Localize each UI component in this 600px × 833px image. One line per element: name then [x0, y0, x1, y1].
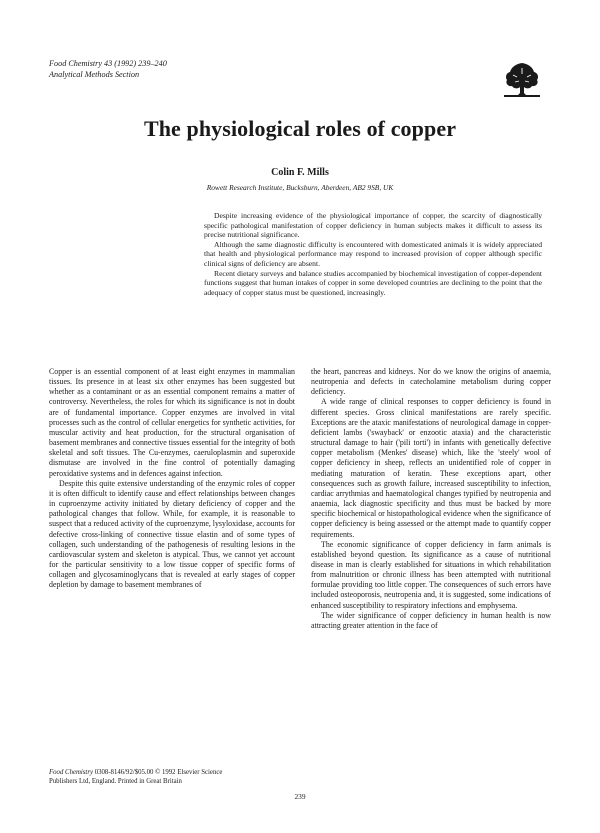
- body-paragraph: The wider significance of copper deficiency in human health is now attracting greater attention in the face of: [311, 610, 551, 630]
- footnote-journal: Food Chemistry: [49, 769, 93, 776]
- abstract-paragraph: Despite increasing evidence of the physiological importance of copper, the scarcity of diagnostically specific pathological manifestation of copper deficiency in human subjects makes it difficult to assess its precise nutritional significance.: [204, 211, 542, 240]
- body-column-right: [311, 367, 551, 631]
- footnote-issn: 0308-8146/92/$05.00 © 1992 Elsevier Science: [94, 769, 223, 776]
- body-paragraph: A wide range of clinical responses to copper deficiency is found in different species. Gross clinical manifestations are rarely specific. Exceptions are the ataxic manifestations of neurological damage in copper-deficient lambs ('swayback' or enzootic ataxia) and the characteristic structural damage to hair ('pili torti') in infants with genetically defective copper metabolism (Menkes' disease) which, like the 'steely' wool of copper deficiency in sheep, reflects an unidentified role of copper in mediating maturation of keratin. These exceptions apart, other consequences such as growth failure, increased susceptibility to infection, cardiac arrythmias and haematological changes typified by neutropenia and anaemia, lack diagnostic specificity and thus must be backed by more specific biochemical or histopathological evidence when the significance of copper deficiency is being assessed or the attempt made to quantify copper requirements.: [311, 397, 551, 539]
- paper-title: The physiological roles of copper: [143, 116, 457, 141]
- body-column-left: [49, 367, 295, 590]
- journal-section: Analytical Methods Section: [49, 69, 140, 79]
- author-name: Colin F. Mills: [271, 167, 329, 178]
- journal-reference: [49, 59, 167, 80]
- body-paragraph: The economic significance of copper deficiency in farm animals is established beyond question. Its significance as a cause of nutritional disease in man is clearly established for situations in which rehabilitation from malnutrition or chronic illness has been attempted with nutritional formulae providing too little copper. The consequences of such errors have included osteoporosis, neutropenia and, it is suggested, some indications of enhanced susceptibility to respiratory infections and emphysema.: [311, 539, 551, 610]
- body-paragraph: Copper is an essential component of at least eight enzymes in mammalian tissues. Its presence in at least six other enzymes has been suggested but whether as a contaminant or as an essential component remains a matter of controversy. Nevertheless, the roles for which its significance is not in doubt are of fundamental importance. Copper enzymes are involved in vital processes such as the control of cellular energetics for synthetic activities, for muscular activity and heat production, for the structural organisation of basement membranes and connective tissues essential for the integrity of both skeletal and soft tissues. The Cu-enzymes, caeruloplasmin and superoxide dismutase are involved in the fine control of potentially damaging peroxidative systems and in defences against infection.: [49, 367, 295, 478]
- publication-footnote: [49, 768, 295, 786]
- abstract-paragraph: Recent dietary surveys and balance studies accompanied by biochemical investigation of copper-dependent functions suggest that human intakes of copper in some developed countries are declining to the point that the adequacy of copper status must be questioned, increasingly.: [204, 268, 542, 297]
- footnote-publisher: Publishers Ltd, England. Printed in Great Britain: [49, 778, 182, 785]
- publisher-tree-logo-icon: [503, 60, 541, 98]
- journal-citation: Food Chemistry 43 (1992) 239–240: [49, 59, 167, 68]
- abstract-paragraph: Although the same diagnostic difficulty is encountered with domesticated animals it is widely appreciated that health and physiological performance may respond to increased provision of copper although specific clinical signs of deficiency are absent.: [204, 239, 542, 268]
- author-affiliation: Rowett Research Institute, Bucksburn, Aberdeen, AB2 9SB, UK: [206, 183, 394, 192]
- body-paragraph: the heart, pancreas and kidneys. Nor do we know the origins of anaemia, neutropenia and defects in catecholamine metabolism during copper deficiency.: [311, 367, 551, 397]
- body-paragraph: Despite this quite extensive understanding of the enzymic roles of copper it is often difficult to identify cause and effect relationships between changes in cuproenzyme activity initiated by dietary deficiency of copper and the pathological changes that follow. While, for example, it is reasonable to suspect that a reduced activity of the cuproenzyme, lysyloxidase, accounts for defective cross-linking of connective tissue elastin and of some types of collagen, such understanding of the pathogenesis of resulting lesions in the cardiovascular system and skeleton is atypical. Thus, we cannot yet account for the particular sensitivity to a low tissue copper of specific forms of collagen and glycosaminoglycans that is revealed at early stages of copper depletion by damage to basement membranes of: [49, 478, 295, 590]
- page-number: 239: [294, 792, 306, 801]
- abstract: [204, 211, 542, 297]
